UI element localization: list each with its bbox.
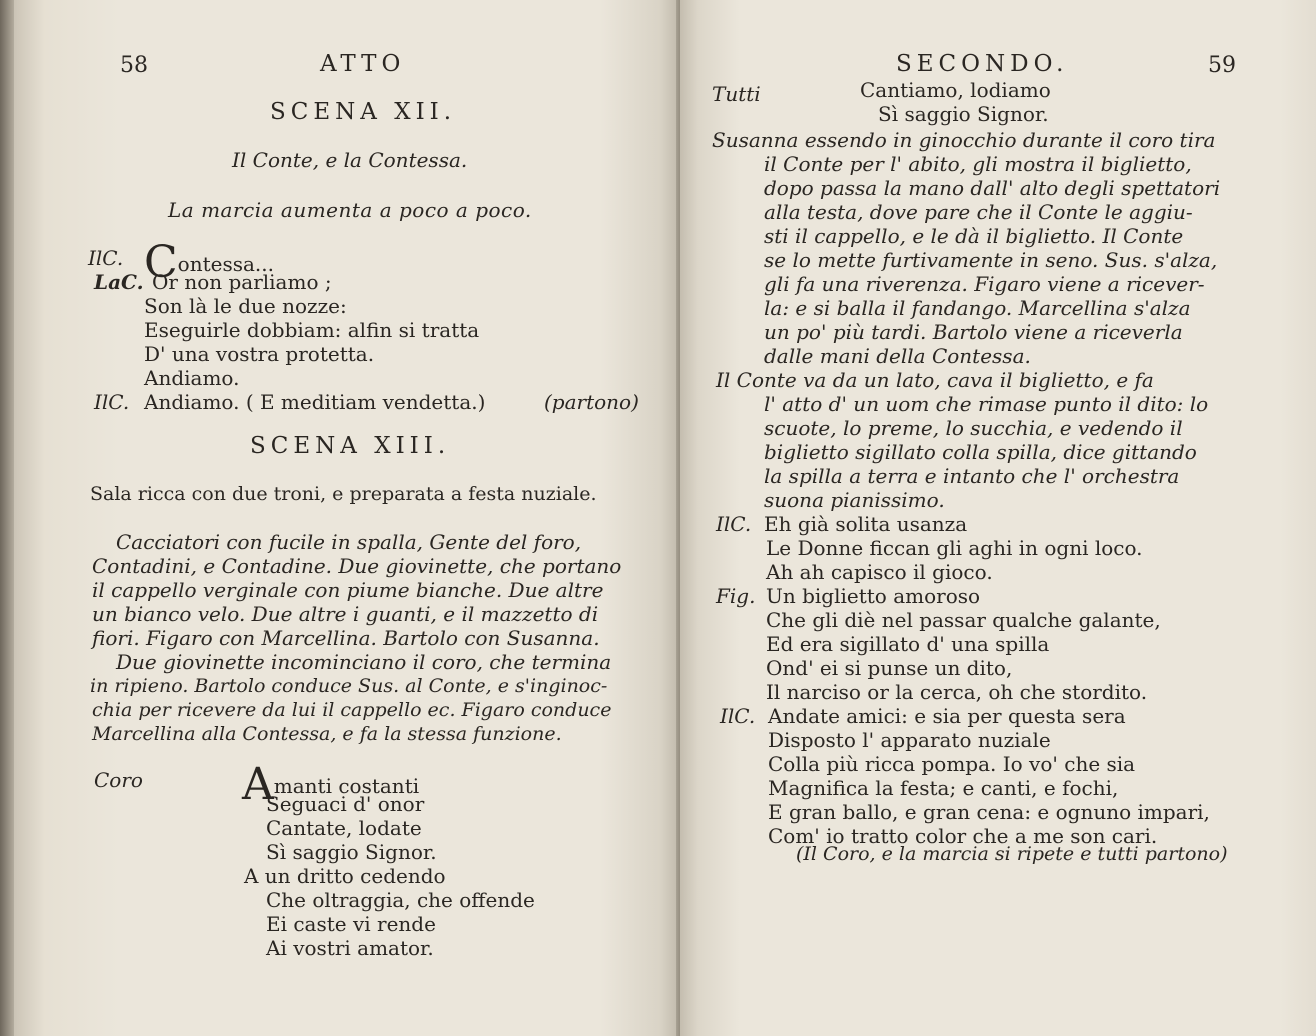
verse-line: Son là le due nozze: — [144, 294, 347, 318]
verse-line: A un dritto cedendo — [244, 864, 446, 888]
stage-direction: un bianco velo. Due altre i guanti, e il mazzetto di — [92, 602, 599, 626]
verse-line: Ed era sigillato d' una spilla — [766, 632, 1050, 656]
speaker: IlC. — [716, 512, 752, 536]
verse-line: D' una vostra protetta. — [144, 342, 375, 366]
speaker: IlC. — [94, 390, 130, 414]
verse-line: Il narciso or la cerca, oh che stordito. — [766, 680, 1148, 704]
stage-direction: la: e si balla il fandango. Marcellina s'alza — [764, 296, 1191, 320]
verse-line: Ei caste vi rende — [266, 912, 436, 936]
stage-direction: Marcellina alla Contessa, e fa la stessa funzione. — [92, 723, 562, 745]
stage-direction: biglietto sigillato colla spilla, dice gittando — [764, 440, 1197, 464]
stage-direction: scuote, lo preme, lo succhia, e vedendo il — [764, 416, 1183, 440]
verse-line: Seguaci d' onor — [266, 792, 425, 816]
stage-direction: l' atto d' un uom che rimase punto il dito: lo — [764, 392, 1209, 416]
stage-direction: il Conte per l' abito, gli mostra il biglietto, — [764, 152, 1192, 176]
stage-direction: dopo passa la mano dall' alto degli spettatori — [764, 176, 1221, 200]
verse-line: Che gli diè nel passar qualche galante, — [766, 608, 1161, 632]
stage-direction: sti il cappello, e le dà il biglietto. Il Conte — [764, 224, 1184, 248]
right-page — [680, 0, 1316, 1036]
page-number: 59 — [1208, 53, 1236, 78]
stage-direction: la spilla a terra e intanto che l' orchestra — [764, 464, 1180, 488]
verse-line: E gran ballo, e gran cena: e ognuno impari, — [768, 800, 1210, 824]
verse-line: Disposto l' apparato nuziale — [768, 728, 1051, 752]
running-head: SECONDO. — [896, 51, 1069, 77]
stage-direction: Due giovinette incominciano il coro, che termina — [116, 650, 612, 674]
verse-text: ontessa... — [177, 252, 274, 276]
scene-title: SCENA XII. — [270, 99, 457, 125]
stage-direction: in ripieno. Bartolo conduce Sus. al Conte, e s'inginoc- — [90, 675, 608, 697]
scene-title: SCENA XIII. — [250, 433, 451, 459]
stage-direction: gli fa una riverenza. Figaro viene a ricever- — [764, 272, 1205, 296]
scene-setting: Sala ricca con due troni, e preparata a festa nuziale. — [90, 483, 597, 505]
drop-cap: A — [242, 759, 274, 810]
stage-direction: suona pianissimo. — [764, 488, 945, 512]
stage-direction: Il Conte va da un lato, cava il biglietto, e fa — [716, 368, 1154, 392]
aside: (partono) — [544, 390, 639, 414]
stage-direction: fiori. Figaro con Marcellina. Bartolo con Susanna. — [92, 626, 600, 650]
stage-direction: chia per ricevere da lui il cappello ec. Figaro conduce — [92, 699, 612, 721]
drop-cap: C — [144, 237, 178, 288]
verse-line: Magnifica la festa; e canti, e fochi, — [768, 776, 1119, 800]
speaker: IlC. — [88, 246, 124, 270]
verse-line: Andiamo. — [144, 366, 240, 390]
verse-line: Che oltraggia, che offende — [266, 888, 535, 912]
verse-line: Un biglietto amoroso — [766, 584, 981, 608]
stage-direction: dalle mani della Contessa. — [764, 344, 1031, 368]
speaker: Coro — [94, 768, 143, 792]
book-edge — [0, 0, 14, 1036]
verse-line: Le Donne ficcan gli aghi in ogni loco. — [766, 536, 1143, 560]
speaker: IlC. — [720, 704, 756, 728]
verse-line: Colla più ricca pompa. Io vo' che sia — [768, 752, 1136, 776]
speaker: Tutti — [712, 82, 761, 106]
verse-line: Ond' ei si punse un dito, — [766, 656, 1013, 680]
verse-text: manti costanti — [273, 774, 420, 798]
verse-line: Cantiamo, lodiamo — [860, 78, 1051, 102]
verse-line: Sì saggio Signor. — [266, 840, 437, 864]
stage-direction: Cacciatori con fucile in spalla, Gente del foro, — [116, 530, 582, 554]
verse-line: Ai vostri amator. — [266, 936, 434, 960]
verse-line: Sì saggio Signor. — [878, 102, 1049, 126]
speaker: LaC. — [94, 270, 144, 294]
page-number: 58 — [120, 53, 148, 78]
stage-direction: un po' più tardi. Bartolo viene a riceverla — [764, 320, 1183, 344]
stage-direction: (Il Coro, e la marcia si ripete e tutti partono) — [796, 843, 1228, 865]
stage-direction: il cappello verginale con piume bianche. Due altre — [92, 578, 604, 602]
scene-characters: Il Conte, e la Contessa. — [232, 148, 468, 172]
stage-direction: Susanna essendo in ginocchio durante il coro tira — [712, 128, 1216, 152]
verse-line: Andate amici: e sia per questa sera — [768, 704, 1126, 728]
verse-line: Com' io tratto color che a me son cari. — [768, 824, 1158, 848]
stage-direction: se lo mette furtivamente in seno. Sus. s'alza, — [764, 248, 1218, 272]
stage-direction: Contadini, e Contadine. Due giovinette, che portano — [92, 554, 622, 578]
stage-direction: alla testa, dove pare che il Conte le aggiu- — [764, 200, 1193, 224]
verse-line: Or non parliamo ; — [152, 270, 332, 294]
running-head: ATTO — [320, 51, 406, 77]
speaker: Fig. — [716, 584, 756, 608]
verse-line: Andiamo. ( E meditiam vendetta.) — [144, 390, 486, 414]
verse-line: Eh già solita usanza — [764, 512, 968, 536]
stage-direction: La marcia aumenta a poco a poco. — [168, 198, 532, 222]
verse-line: Cantate, lodate — [266, 816, 422, 840]
verse-line: Eseguirle dobbiam: alfin si tratta — [144, 318, 480, 342]
verse-line: Ah ah capisco il gioco. — [766, 560, 993, 584]
